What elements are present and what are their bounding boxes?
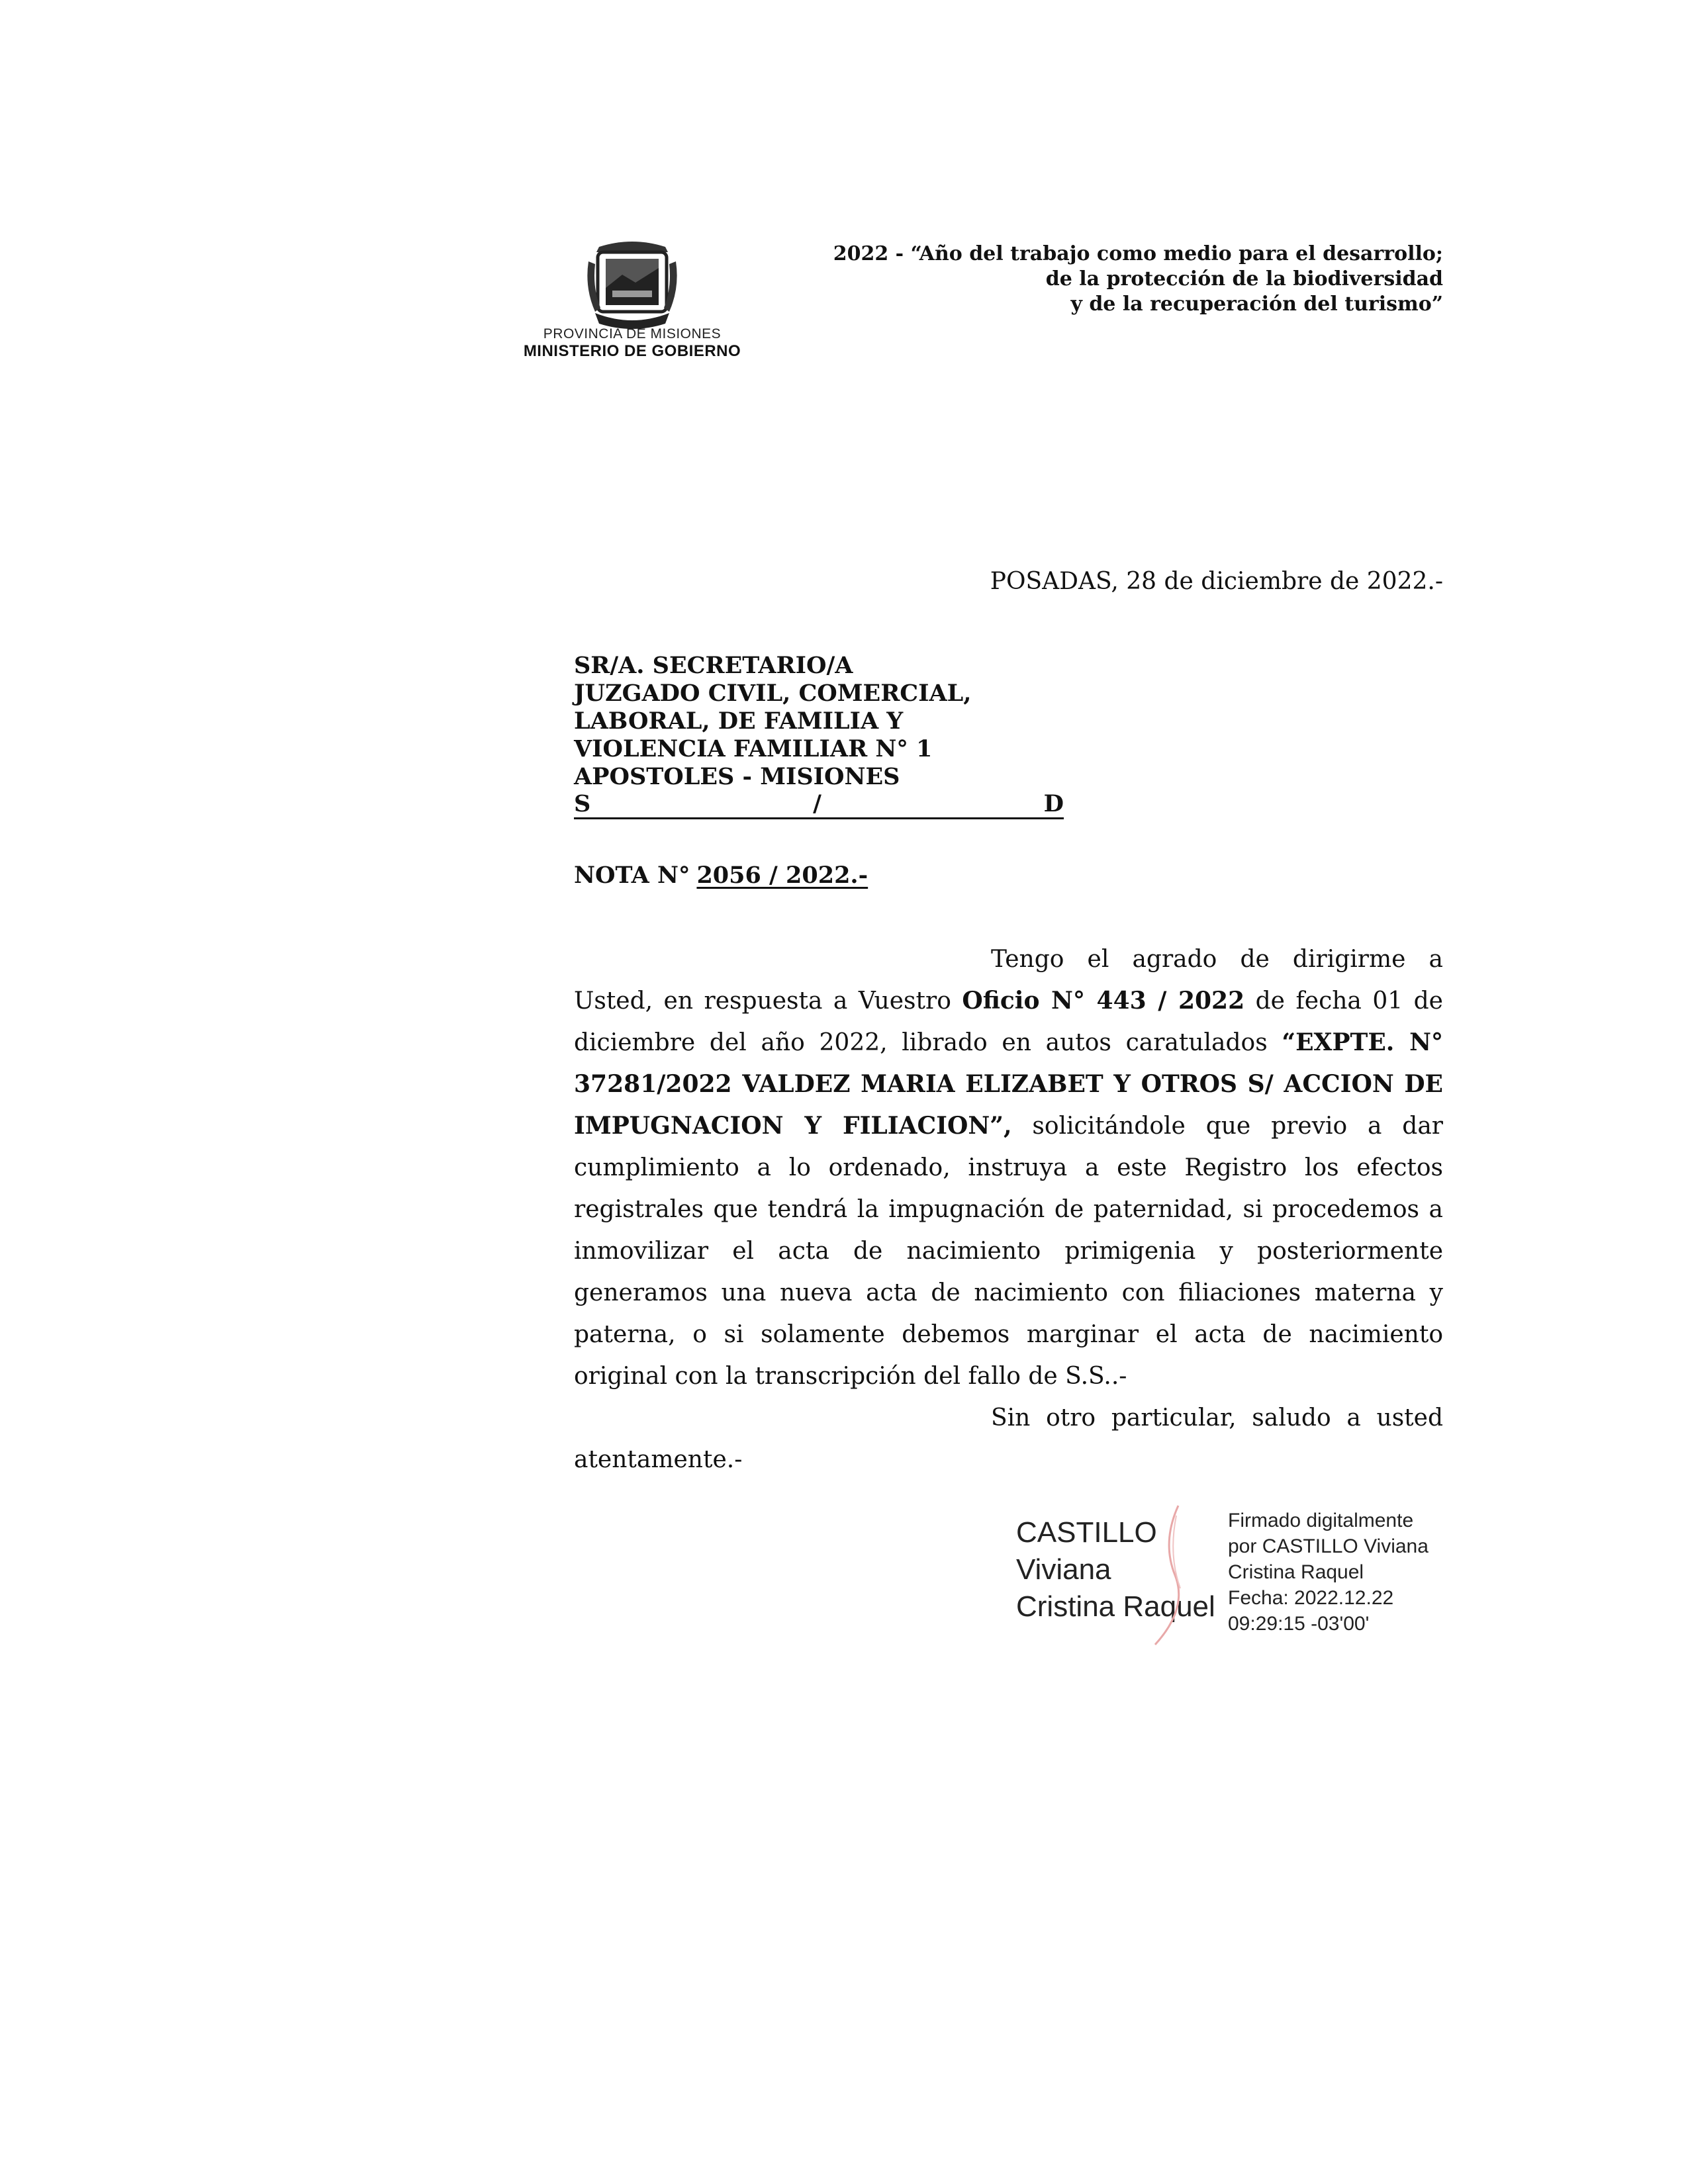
signature-detail-line: Fecha: 2022.12.22 [1228, 1587, 1394, 1609]
letter-body [574, 938, 1443, 1480]
signature-flourish-icon [1149, 1502, 1195, 1648]
signer-name-line: Viviana [1016, 1553, 1111, 1586]
body-text: de fecha 01 de diciembre del año 2022, librado en autos caratulados [574, 987, 1443, 1056]
signature-detail-line: Cristina Raquel [1228, 1561, 1364, 1583]
body-paragraph [574, 938, 1443, 1397]
sd-right: D [1043, 790, 1064, 817]
signer-name-line: CASTILLO [1016, 1516, 1157, 1549]
recipient-line: APOSTOLES - MISIONES [574, 763, 900, 790]
body-text: Tengo el agrado de dirigirme a Usted, en respuesta a Vuestro [574, 946, 1443, 1015]
recipient-line: SR/A. SECRETARIO/A [574, 652, 853, 679]
signer-name-line: Cristina Raquel [1016, 1590, 1215, 1623]
motto-line: y de la recuperación del turismo” [1070, 293, 1443, 316]
oficio-reference: Oficio N° 443 / 2022 [962, 987, 1245, 1015]
org-province-label: PROVINCIA DE MISIONES [543, 326, 722, 341]
recipient-line: VIOLENCIA FAMILIAR N° 1 [574, 735, 933, 762]
recipient-line: LABORAL, DE FAMILIA Y [574, 707, 904, 735]
note-reference [574, 862, 868, 889]
case-caption: “EXPTE. N° 37281/2022 VALDEZ MARIA ELIZABET Y OTROS S/ ACCION DE IMPUGNACION Y FILIACION”, [574, 1028, 1443, 1140]
su-despacho-line [574, 791, 1064, 819]
header-motto [781, 242, 1443, 317]
motto-line: 2022 - “Año del trabajo como medio para el desarrollo; [833, 242, 1443, 265]
org-ministry-label: MINISTERIO DE GOBIERNO [523, 342, 741, 360]
note-number: 2056 / 2022.- [696, 862, 868, 889]
note-label: NOTA N° [574, 862, 690, 889]
signature-detail-line: 09:29:15 -03'00' [1228, 1613, 1370, 1635]
recipient-block [574, 652, 1064, 819]
signature-details [1228, 1508, 1429, 1637]
closing-paragraph: Sin otro particular, saludo a usted atentamente.- [574, 1404, 1443, 1473]
signature-detail-line: por CASTILLO Viviana [1228, 1535, 1429, 1557]
recipient-line: JUZGADO CIVIL, COMERCIAL, [574, 680, 972, 707]
coat-of-arms-icon [586, 235, 679, 334]
place-date-line: POSADAS, 28 de diciembre de 2022.- [990, 568, 1443, 595]
sd-mid: / [813, 790, 821, 817]
motto-line: de la protección de la biodiversidad [1045, 267, 1443, 291]
sd-left: S [574, 790, 591, 817]
signature-detail-line: Firmado digitalmente [1228, 1510, 1414, 1531]
body-text: solicitándole que previo a dar cumplimiento a lo ordenado, instruya a este Registro los efectos registrales que tendrá la impugnación de paternidad, si procedemos a inmovilizar el acta de nacimiento primigenia y posteriormente generamos una nueva acta de nacimiento con filiaciones materna y paterna, o si solamente debemos marginar el acta de nacimiento original con la transcripción del fallo de S.S..- [574, 1113, 1443, 1390]
